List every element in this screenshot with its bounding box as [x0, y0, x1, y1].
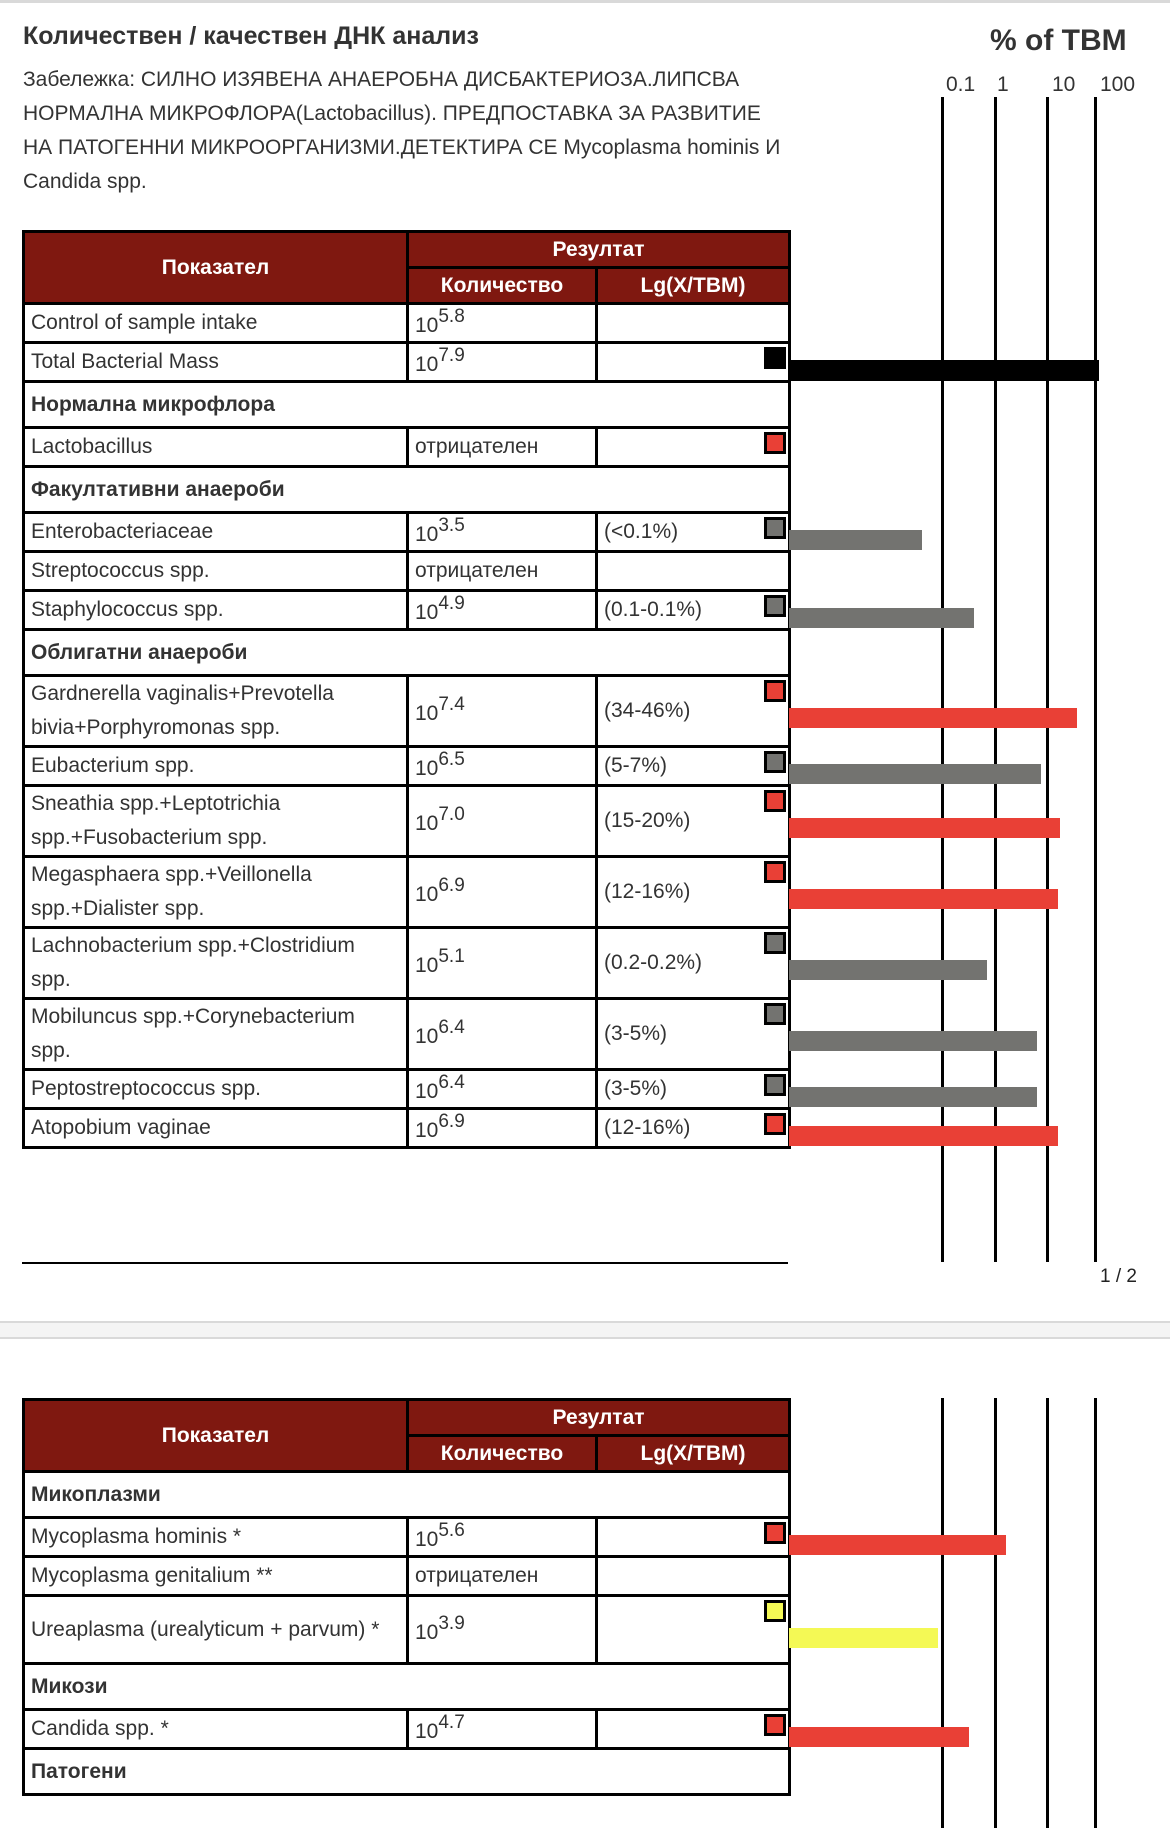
quantity-cell [408, 1109, 597, 1148]
quantity-exponent: 6.4 [438, 1072, 465, 1093]
section-title: Микози [24, 1664, 790, 1710]
status-marker-yellow [764, 1600, 786, 1622]
gridline-0.1-p2 [941, 1398, 944, 1828]
abundance-bar [789, 1727, 969, 1747]
quantity-base: 10 [415, 883, 439, 906]
indicator-name: Gardnerella vaginalis+Prevotella bivia+Porphyromonas spp. [24, 676, 408, 747]
lg-cell [597, 928, 790, 999]
quantity-base: 10 [415, 1080, 439, 1103]
quantity-base: 10 [415, 1620, 439, 1644]
lg-cell [597, 1557, 790, 1596]
quantity-cell [408, 857, 597, 928]
quantity-cell [408, 747, 597, 786]
quantity-exponent: 3.9 [438, 1612, 465, 1634]
quantity-exponent: 5.8 [438, 306, 465, 327]
quantity-exponent: 6.9 [438, 1111, 465, 1132]
quantity-cell [408, 999, 597, 1070]
quantity-cell [408, 786, 597, 857]
scale-tick-0.1: 0.1 [946, 73, 976, 96]
quantity-cell [408, 304, 597, 343]
quantity-base: 10 [415, 757, 439, 780]
lg-cell [597, 428, 790, 467]
quantity-exponent: 4.7 [438, 1712, 465, 1733]
page-top-border [0, 0, 1170, 3]
indicator-name: Peptostreptococcus spp. [24, 1070, 408, 1109]
lg-value: (5-7%) [604, 754, 668, 777]
indicator-name: Sneathia spp.+Leptotrichia spp.+Fusobacterium spp. [24, 786, 408, 857]
status-marker-gray [764, 751, 786, 773]
quantity-exponent: 6.5 [438, 749, 465, 770]
indicator-name: Megasphaera spp.+Veillonella spp.+Dialister spp. [24, 857, 408, 928]
abundance-bar [789, 1126, 1058, 1146]
status-marker-red [764, 861, 786, 883]
quantity-base: 10 [415, 523, 439, 546]
header-quantity: Количество [408, 1436, 597, 1472]
page-separator [0, 1321, 1170, 1339]
lg-value: (15-20%) [604, 809, 691, 832]
table-row [24, 1070, 790, 1109]
indicator-name: Enterobacteriaceae [24, 513, 408, 552]
header-result: Резултат [408, 1400, 790, 1436]
quantity-exponent: 5.6 [438, 1520, 465, 1541]
quantity-cell [408, 928, 597, 999]
gridline-1-p2 [994, 1398, 997, 1828]
table-row [24, 747, 790, 786]
status-marker-gray [764, 595, 786, 617]
table-row [24, 1596, 790, 1664]
lg-cell [597, 591, 790, 630]
quantity-base: 10 [415, 954, 439, 977]
page-number: 1 / 2 [1100, 1266, 1137, 1287]
table-row [24, 428, 790, 467]
lg-cell [597, 304, 790, 343]
quantity-exponent: 6.9 [438, 875, 465, 896]
table-row [24, 552, 790, 591]
table-row [24, 1557, 790, 1596]
section-title: Микоплазми [24, 1472, 790, 1518]
indicator-name: Atopobium vaginae [24, 1109, 408, 1148]
gridline-10 [1046, 97, 1049, 1262]
quantity-text: отрицателен [415, 1564, 539, 1587]
report-title: Количествен / качествен ДНК анализ [23, 22, 479, 50]
lg-cell [597, 676, 790, 747]
section-title: Нормална микрофлора [24, 382, 790, 428]
indicator-name: Lactobacillus [24, 428, 408, 467]
section-title: Факултативни анаероби [24, 467, 790, 513]
table-row [24, 857, 790, 928]
quantity-base: 10 [415, 1720, 439, 1743]
header-indicator: Показател [24, 1400, 408, 1472]
results-table-page1 [22, 230, 791, 1149]
lg-cell [597, 857, 790, 928]
status-marker-red [764, 432, 786, 454]
quantity-text: отрицателен [415, 559, 539, 582]
quantity-exponent: 5.1 [438, 946, 465, 967]
scale-tick-100: 100 [1100, 73, 1136, 96]
status-marker-gray [764, 517, 786, 539]
status-marker-red [764, 680, 786, 702]
gridline-100-p2 [1094, 1398, 1097, 1828]
quantity-base: 10 [415, 1528, 439, 1551]
page-bottom-rule [22, 1262, 788, 1264]
quantity-exponent: 7.4 [438, 694, 465, 715]
lg-value: (34-46%) [604, 699, 691, 722]
abundance-bar [789, 818, 1060, 838]
abundance-bar [789, 1031, 1037, 1051]
table-row [24, 999, 790, 1070]
indicator-name: Ureaplasma (urealyticum + parvum) * [24, 1596, 408, 1664]
lg-value: (12-16%) [604, 880, 691, 903]
lg-value: (<0.1%) [604, 520, 679, 543]
abundance-bar [789, 889, 1058, 909]
quantity-cell [408, 1557, 597, 1596]
abundance-bar [789, 530, 922, 550]
lg-value: (3-5%) [604, 1022, 668, 1045]
header-quantity: Количество [408, 268, 597, 304]
section-row [24, 467, 790, 513]
quantity-base: 10 [415, 314, 439, 337]
header-lg: Lg(X/TBM) [597, 268, 790, 304]
quantity-cell [408, 676, 597, 747]
lg-cell [597, 747, 790, 786]
quantity-exponent: 4.9 [438, 593, 465, 614]
table-row [24, 676, 790, 747]
scale-tick-1: 1 [997, 73, 1009, 96]
abundance-bar [789, 1087, 1037, 1107]
quantity-cell [408, 1710, 597, 1749]
section-row [24, 1749, 790, 1795]
quantity-cell [408, 1070, 597, 1109]
table-row [24, 1109, 790, 1148]
section-row [24, 382, 790, 428]
lg-cell [597, 1109, 790, 1148]
gridline-100 [1094, 97, 1097, 1262]
abundance-bar [789, 360, 1099, 381]
abundance-bar [789, 1535, 1006, 1555]
lg-cell [597, 999, 790, 1070]
lg-cell [597, 1518, 790, 1557]
quantity-exponent: 7.9 [438, 345, 465, 366]
lg-value: (3-5%) [604, 1077, 668, 1100]
quantity-cell [408, 591, 597, 630]
indicator-name: Lachnobacterium spp.+Clostridium spp. [24, 928, 408, 999]
abundance-bar [789, 1628, 938, 1648]
status-marker-red [764, 1714, 786, 1736]
table-row [24, 1518, 790, 1557]
lg-cell [597, 1710, 790, 1749]
status-marker-red [764, 1522, 786, 1544]
status-marker-red [764, 1113, 786, 1135]
quantity-cell [408, 552, 597, 591]
quantity-text: отрицателен [415, 435, 539, 458]
table-row [24, 591, 790, 630]
quantity-base: 10 [415, 601, 439, 624]
table-row [24, 513, 790, 552]
table-row [24, 786, 790, 857]
lg-cell [597, 343, 790, 382]
indicator-name: Control of sample intake [24, 304, 408, 343]
status-marker-gray [764, 1003, 786, 1025]
header-result: Резултат [408, 232, 790, 268]
scale-tick-10: 10 [1052, 73, 1076, 96]
indicator-name: Streptococcus spp. [24, 552, 408, 591]
status-marker-black [764, 347, 786, 369]
indicator-name: Candida spp. * [24, 1710, 408, 1749]
lg-cell [597, 1070, 790, 1109]
scale-title: % of TBM [990, 24, 1127, 57]
table-row [24, 1710, 790, 1749]
quantity-exponent: 7.0 [438, 804, 465, 825]
indicator-name: Mobiluncus spp.+Corynebacterium spp. [24, 999, 408, 1070]
abundance-bar [789, 608, 974, 628]
quantity-cell [408, 513, 597, 552]
indicator-name: Staphylococcus spp. [24, 591, 408, 630]
section-row [24, 630, 790, 676]
indicator-name: Mycoplasma genitalium ** [24, 1557, 408, 1596]
indicator-name: Eubacterium spp. [24, 747, 408, 786]
lg-cell [597, 552, 790, 591]
gridline-10-p2 [1046, 1398, 1049, 1828]
section-title: Облигатни анаероби [24, 630, 790, 676]
quantity-base: 10 [415, 702, 439, 725]
section-title: Патогени [24, 1749, 790, 1795]
section-row [24, 1472, 790, 1518]
lg-value: (0.2-0.2%) [604, 951, 703, 974]
status-marker-gray [764, 932, 786, 954]
table-row [24, 343, 790, 382]
quantity-exponent: 6.4 [438, 1017, 465, 1038]
header-lg: Lg(X/TBM) [597, 1436, 790, 1472]
abundance-bar [789, 764, 1041, 784]
status-marker-red [764, 790, 786, 812]
abundance-bar [789, 708, 1077, 728]
lg-value: (12-16%) [604, 1116, 691, 1139]
quantity-cell [408, 1596, 597, 1664]
quantity-cell [408, 428, 597, 467]
quantity-base: 10 [415, 1025, 439, 1048]
lg-cell [597, 1596, 790, 1664]
quantity-base: 10 [415, 353, 439, 376]
table-row [24, 928, 790, 999]
status-marker-gray [764, 1074, 786, 1096]
quantity-exponent: 3.5 [438, 515, 465, 536]
report-note: Забележка: СИЛНО ИЗЯВЕНА АНАЕРОБНА ДИСБАКТЕРИОЗА.ЛИПСВА НОРМАЛНА МИКРОФЛОРА(Lactobacillus). ПРЕДПОСТАВКА ЗА РАЗВИТИЕ НА ПАТОГЕННИ МИКРООРГАНИЗМИ.ДЕТЕКТИРА СЕ Mycoplasma hominis И Candida spp. [23, 68, 781, 193]
lg-cell [597, 786, 790, 857]
quantity-cell [408, 343, 597, 382]
indicator-name: Total Bacterial Mass [24, 343, 408, 382]
quantity-base: 10 [415, 812, 439, 835]
abundance-bar [789, 960, 987, 980]
section-row [24, 1664, 790, 1710]
header-indicator: Показател [24, 232, 408, 304]
results-table-page2 [22, 1398, 791, 1796]
lg-cell [597, 513, 790, 552]
table-row [24, 304, 790, 343]
quantity-cell [408, 1518, 597, 1557]
lg-value: (0.1-0.1%) [604, 598, 703, 621]
quantity-base: 10 [415, 1119, 439, 1142]
indicator-name: Mycoplasma hominis * [24, 1518, 408, 1557]
